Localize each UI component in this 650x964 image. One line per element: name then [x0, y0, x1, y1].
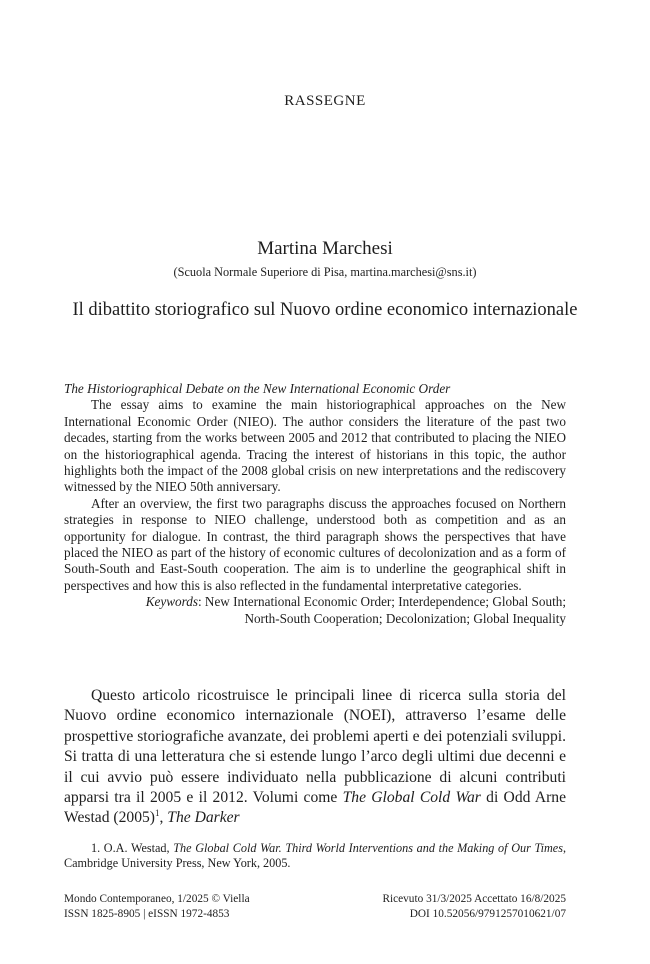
keywords-text-1: : New International Economic Order; Interdependence; Global South;	[197, 594, 566, 610]
body-text-after-ref: ,	[159, 809, 168, 827]
footnote-1	[64, 841, 566, 872]
footnote-italic-title: The Global Cold War. Third World Interventions and the Making of Our Times	[173, 841, 563, 855]
footnote-suffix: , Cambridge University Press, New York, 2005.	[64, 841, 566, 871]
article-body	[64, 686, 566, 829]
abstract-paragraph-1: The essay aims to examine the main historiographical approaches on the New International Economic Order (NIEO). The author considers the literature of the past two decades, starting from the works between 2005 and 2012 that contributed to placing the NIEO on the historiographical agenda. Tracing the interest of historians in this topic, the author highlights both the impact of the 2008 global crisis on new interpretations and the rediscovery witnessed by the NIEO 50th anniversary.	[64, 397, 566, 495]
footnote-prefix: 1. O.A. Westad,	[91, 841, 174, 855]
keywords-line-2: North-South Cooperation; Decolonization; Global Inequality	[244, 610, 566, 626]
journal-info: Mondo Contemporaneo, 1/2025 © Viella	[64, 893, 250, 905]
body-text-middle: di Odd Arne Westad (2005)	[64, 789, 566, 827]
abstract-english-title: The Historiographical Debate on the New International Economic Order	[64, 381, 451, 396]
body-italic-title-1: The Global Cold War	[342, 789, 481, 807]
doi: DOI 10.52056/9791257010621/07	[409, 908, 566, 920]
body-paragraph	[64, 686, 566, 829]
section-heading: RASSEGNE	[284, 93, 366, 109]
issn-info: ISSN 1825-8905 | eISSN 1972-4853	[64, 908, 230, 920]
submission-dates: Ricevuto 31/3/2025 Accettato 16/8/2025	[382, 893, 566, 905]
abstract	[64, 381, 566, 627]
footnote-reference[interactable]: 1	[154, 808, 160, 819]
footer-left	[64, 892, 250, 922]
body-text-start: Questo articolo ricostruisce le principali linee di ricerca sulla storia del Nuovo ordine economico internazionale (NOEI), attraverso l’esame delle prospettive storiografiche avanzate, dei problemi aperti e dei potenziali sviluppi. Si tratta di una letteratura che si estende lungo l’arco degli ultimi due decenni e il cui avvio può essere individuato nella pubblicazione di alcuni contributi apparsi tra il 2005 e il 2012. Volumi come	[64, 687, 566, 807]
author-name: Martina Marchesi	[257, 238, 393, 259]
keywords-label: Keywords	[145, 594, 198, 610]
footer-right	[382, 892, 566, 922]
keywords-line-1	[64, 594, 566, 610]
body-italic-title-2: The Darker	[167, 809, 240, 827]
author-affiliation: (Scuola Normale Superiore di Pisa, martina.marchesi@sns.it)	[173, 265, 477, 279]
abstract-paragraph-2: After an overview, the first two paragraphs discuss the approaches focused on Northern strategies in response to NIEO challenge, understood both as competition and as an opportunity for dialogue. In contrast, the third paragraph shows the perspectives that have placed the NIEO as part of the history of economic cultures of decolonization and as a form of South-South and East-South cooperation. The aim is to underline the geographical shift in perspectives and how this is also reflected in the fundamental interpretative categories.	[64, 495, 566, 593]
footnote-text	[64, 841, 566, 872]
article-title: Il dibattito storiografico sul Nuovo ordine economico internazionale	[72, 300, 578, 320]
